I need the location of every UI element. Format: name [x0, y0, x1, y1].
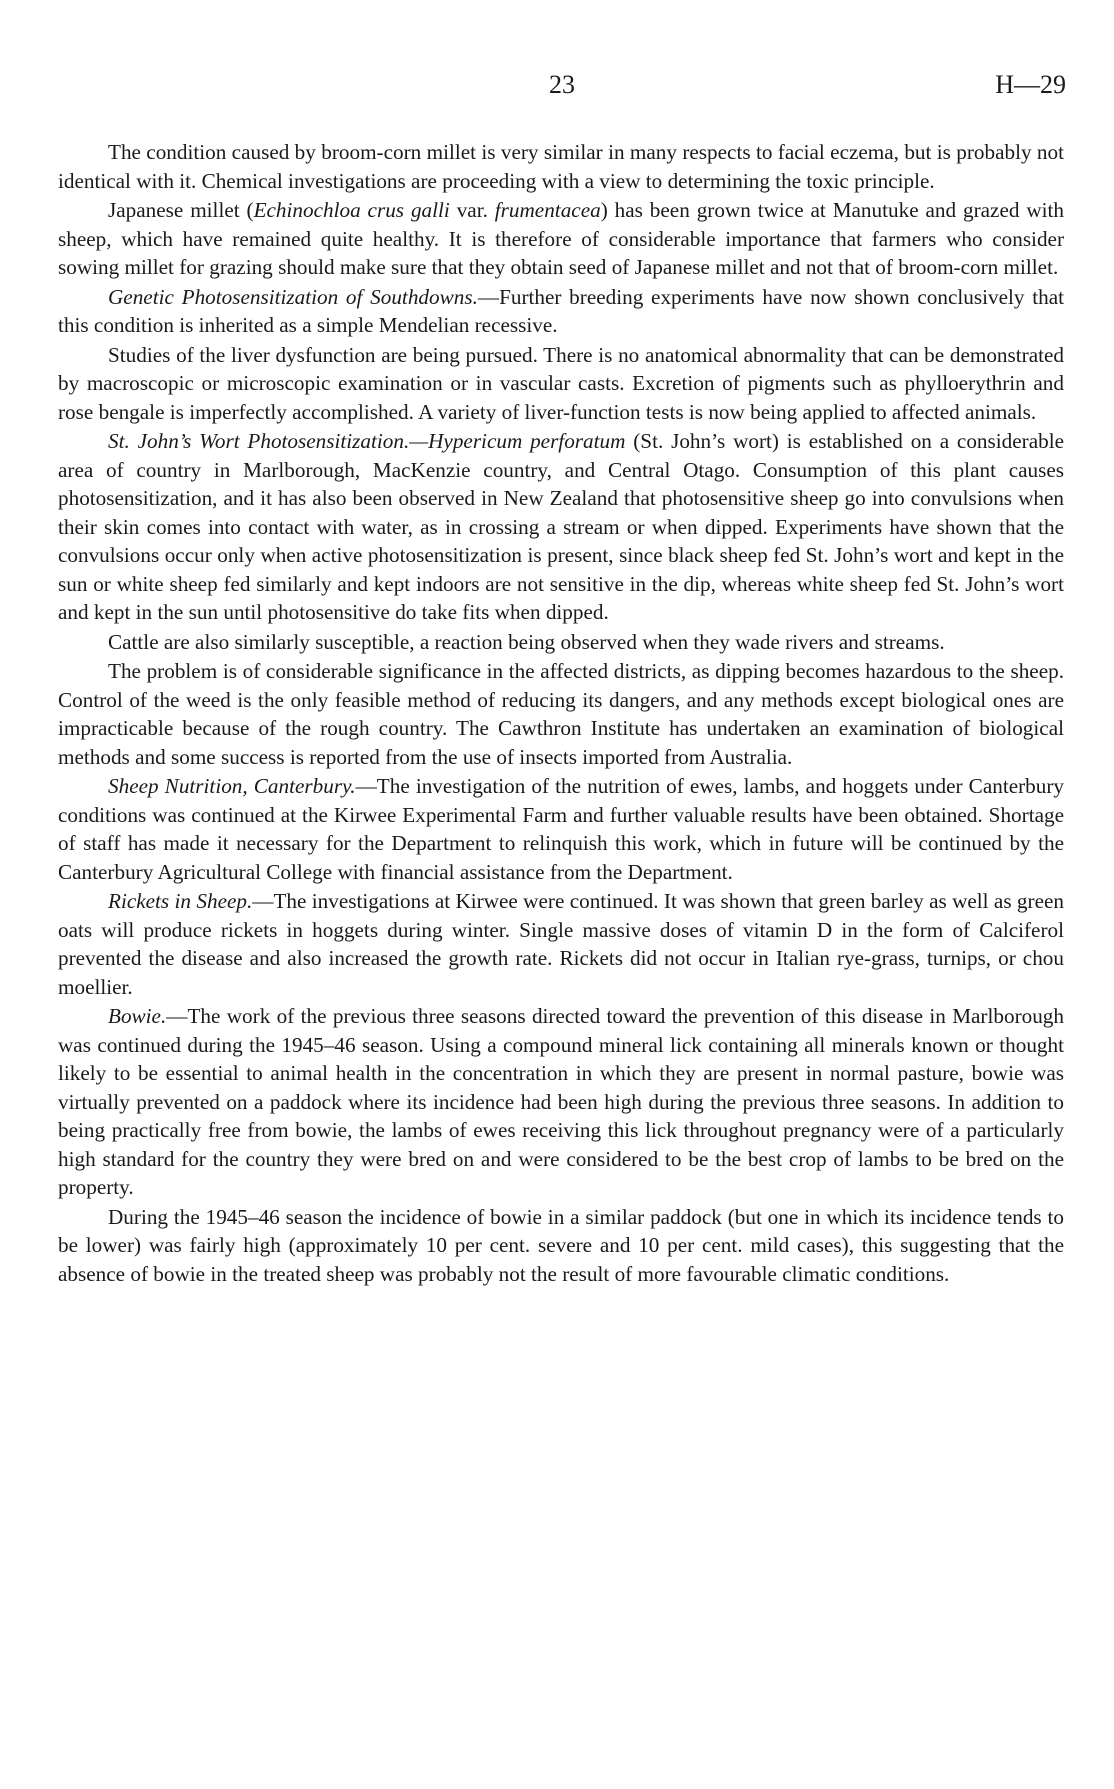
paragraph-text: Studies of the liver dysfunction are being pursued. There is no anatomical abnormality that can be demonstrated by macroscopic or microscopic examination or in vascular casts. Excretion of pigments such as phylloerythrin and rose bengale is imperfectly accomplished. A variety of liver-function tests is now being applied to affected animals.	[58, 342, 1064, 424]
paragraph-text: (St. John’s wort) is established on a considerable area of country in Marlborough, MacKenzie country, and Central Otago. Consumption of this plant causes photosensitization, and it has also been observed in New Zealand that photosensitive sheep go into convulsions when their skin comes into contact with water, as in crossing a stream or when dipped. Experiments have shown that the convulsions occur only when active photosensitization is present, since black sheep fed St. John’s wort and kept in the sun or white sheep fed similarly and kept indoors are not sensitive in the dip, whereas white sheep fed St. John’s wort and kept in the sun until photosensitive do take fits when dipped.	[58, 429, 1064, 624]
paragraph	[58, 657, 1064, 771]
document-reference: H—29	[995, 70, 1066, 99]
page-number: 23	[549, 70, 575, 99]
paragraph-text: The problem is of considerable significance in the affected districts, as dipping becomes hazardous to the sheep. Control of the weed is the only feasible method of reducing its dangers, and any methods except biological ones are impracticable because of the rough country. The Cawthron Institute has undertaken an examination of biological methods and some success is reported from the use of insects imported from Australia.	[58, 659, 1064, 769]
variety-name: frumentacea	[494, 198, 601, 222]
section-heading: St. John’s Wort Photosensitization.—Hypericum perforatum	[108, 429, 626, 453]
paragraph	[58, 196, 1064, 282]
section-heading: Bowie.	[108, 1004, 167, 1028]
species-name: Echinochloa crus galli	[253, 198, 450, 222]
paragraph-text: —Further breeding experiments have now shown conclusively that this condition is inherited as a simple Mendelian recessive.	[58, 284, 1064, 337]
paragraph	[58, 283, 1064, 340]
paragraph-text: ) has been grown twice at Manutuke and grazed with sheep, which have remained quite healthy. It is therefore of considerable importance that farmers who consider sowing millet for grazing should make sure that they obtain seed of Japanese millet and not that of broom-corn millet.	[58, 198, 1065, 279]
paragraph-text: —The work of the previous three seasons directed toward the prevention of this disease in Marlborough was continued during the 1945–46 season. Using a compound mineral lick containing all minerals known or thought likely to be essential to animal health in the concentration in which they are present in normal pasture, bowie was virtually prevented on a paddock where its incidence had been high during the previous three seasons. In addition to being practically free from bowie, the lambs of ewes receiving this lick throughout pregnancy were of a particularly high standard for the country they were bred on and were considered to be the best crop of lambs to be bred on the property.	[58, 1004, 1064, 1199]
paragraph	[58, 427, 1064, 627]
paragraph-text: var.	[449, 198, 495, 222]
paragraph-text: Japanese millet (	[108, 198, 254, 222]
paragraph	[58, 887, 1064, 1001]
section-heading: Rickets in Sheep.	[108, 889, 253, 913]
paragraph-text: Cattle are also similarly susceptible, a reaction being observed when they wade rivers and streams.	[108, 629, 945, 654]
body-text	[58, 138, 1064, 1289]
paragraph-text: During the 1945–46 season the incidence of bowie in a similar paddock (but one in which its incidence tends to be lower) was fairly high (approximately 10 per cent. severe and 10 per cent. mild cases), this suggesting that the absence of bowie in the treated sheep was probably not the result of more favourable climatic conditions.	[58, 1204, 1064, 1286]
paragraph	[58, 628, 1064, 657]
section-heading: Genetic Photosensitization of Southdowns.	[108, 284, 478, 309]
paragraph	[58, 772, 1064, 886]
page-header	[58, 70, 1066, 110]
paragraph	[58, 1002, 1064, 1202]
paragraph-text: —The investigations at Kirwee were continued. It was shown that green barley as well as green oats will produce rickets in hoggets during winter. Single massive doses of vitamin D in the form of Calciferol prevented the disease and also increased the growth rate. Rickets did not occur in Italian rye-grass, turnips, or chou moellier.	[58, 889, 1064, 999]
paragraph-text: —The investigation of the nutrition of ewes, lambs, and hoggets under Canterbury conditions was continued at the Kirwee Experimental Farm and further valuable results have been obtained. Shortage of staff has made it necessary for the Department to relinquish this work, which in future will be continued by the Canterbury Agricultural College with financial assistance from the Department.	[58, 774, 1064, 884]
paragraph-text: The condition caused by broom-corn millet is very similar in many respects to facial eczema, but is probably not identical with it. Chemical investigations are proceeding with a view to determining the toxic principle.	[58, 140, 1064, 193]
paragraph	[58, 138, 1064, 195]
section-heading: Sheep Nutrition, Canterbury.	[108, 774, 356, 798]
paragraph	[58, 341, 1064, 427]
paragraph	[58, 1203, 1064, 1289]
